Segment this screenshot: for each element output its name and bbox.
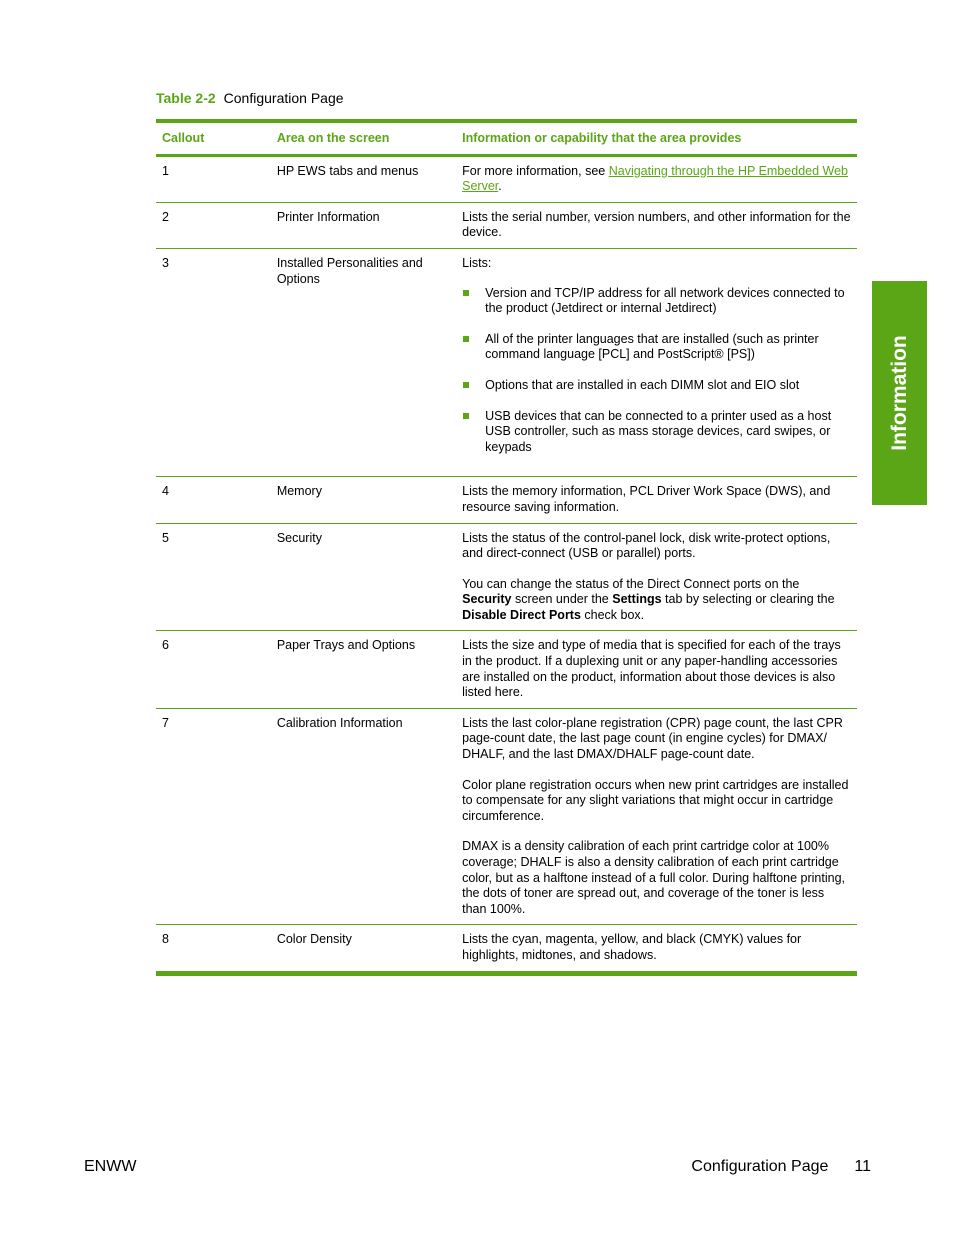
callout-cell: 2 bbox=[162, 209, 169, 224]
table-row bbox=[156, 631, 857, 708]
callout-cell: 3 bbox=[162, 255, 169, 270]
configuration-page-table bbox=[156, 119, 857, 976]
table-row bbox=[156, 708, 857, 925]
table-row bbox=[156, 248, 857, 476]
callout-cell: 7 bbox=[162, 715, 169, 730]
info-text: . bbox=[498, 179, 502, 194]
info-cell: Lists the cyan, magenta, yellow, and black (CMYK) values for highlights, midtones, and shadows. bbox=[462, 932, 802, 962]
disable-direct-ports-term: Disable Direct Ports bbox=[462, 607, 581, 622]
info-text: For more information, see bbox=[462, 163, 609, 178]
bullet-square-icon bbox=[463, 336, 469, 342]
table-row bbox=[156, 925, 857, 973]
info-text: Lists: bbox=[462, 255, 492, 270]
side-tab-label: Information bbox=[887, 335, 911, 451]
table-row bbox=[156, 477, 857, 523]
list-item bbox=[462, 409, 851, 456]
page-number: 11 bbox=[854, 1158, 871, 1175]
table-row bbox=[156, 202, 857, 248]
security-term: Security bbox=[462, 592, 512, 607]
info-text bbox=[462, 577, 851, 624]
area-cell: Color Density bbox=[276, 932, 352, 947]
list-item-text: USB devices that can be connected to a printer used as a host USB controller, such as mass storage devices, card swipes, or keypads bbox=[485, 408, 832, 454]
bullet-square-icon bbox=[463, 382, 469, 388]
info-cell: Lists the size and type of media that is specified for each of the trays in the product. If a duplexing unit or any paper-handling accessories are installed on the product, information about those devices is also listed here. bbox=[462, 638, 841, 700]
area-cell: Printer Information bbox=[276, 209, 380, 224]
chapter-side-tab bbox=[872, 281, 927, 505]
info-cell: Lists the memory information, PCL Driver Work Space (DWS), and resource saving information. bbox=[462, 484, 831, 514]
table-row bbox=[156, 155, 857, 202]
bullet-square-icon bbox=[463, 413, 469, 419]
header-area: Area on the screen bbox=[276, 131, 390, 145]
callout-cell: 1 bbox=[162, 163, 169, 178]
area-cell: Installed Personalities and Options bbox=[276, 255, 423, 286]
list-item-text: All of the printer languages that are installed (such as printer command language [PCL] and PostScript® [PS]) bbox=[485, 331, 819, 362]
header-information: Information or capability that the area provides bbox=[462, 131, 742, 145]
info-text: Color plane registration occurs when new print cartridges are installed to compensate for any slight variations that might occur in cartridge circumference. bbox=[462, 777, 849, 823]
table-title: Configuration Page bbox=[223, 90, 344, 106]
callout-cell: 4 bbox=[162, 484, 169, 499]
area-cell: HP EWS tabs and menus bbox=[276, 163, 419, 178]
list-item bbox=[462, 378, 851, 394]
header-callout: Callout bbox=[162, 131, 205, 145]
area-cell: Memory bbox=[276, 484, 322, 499]
bullet-square-icon bbox=[463, 290, 469, 296]
info-text: DMAX is a density calibration of each print cartridge color at 100% coverage; DHALF is also a density calibration of each print cartridge color, but as a halftone instead of a full color. During halftone printing, the dots of toner are spread out, and coverage of the toner is less than 100%. bbox=[462, 839, 846, 916]
table-caption bbox=[156, 90, 344, 106]
callout-cell: 5 bbox=[162, 530, 169, 545]
list-item-text: Options that are installed in each DIMM slot and EIO slot bbox=[485, 377, 800, 392]
list-item-text: Version and TCP/IP address for all network devices connected to the product (Jetdirect or internal Jetdirect) bbox=[485, 285, 845, 316]
ews-navigation-link[interactable]: Navigating through the HP Embedded Web Server bbox=[462, 163, 848, 194]
list-item bbox=[462, 286, 851, 317]
footer-section-title: Configuration Page bbox=[691, 1158, 829, 1175]
info-cell bbox=[456, 708, 857, 925]
footer-enww: ENWW bbox=[84, 1158, 137, 1175]
table-row bbox=[156, 523, 857, 631]
info-text: Lists the last color-plane registration (CPR) page count, the last CPR page-count date, the last page count (in engine cycles) for DMAX/ DHALF, and the last DMAX/DHALF page-count date. bbox=[462, 715, 843, 762]
settings-term: Settings bbox=[612, 592, 662, 607]
bullet-list bbox=[462, 286, 851, 456]
area-cell: Paper Trays and Options bbox=[276, 638, 416, 653]
table-header-row bbox=[156, 121, 857, 155]
info-text-segment: You can change the status of the Direct Connect ports on the bbox=[462, 576, 800, 591]
callout-cell: 6 bbox=[162, 638, 169, 653]
info-cell bbox=[456, 523, 857, 631]
info-cell bbox=[456, 248, 857, 476]
area-cell: Security bbox=[276, 530, 322, 545]
area-cell: Calibration Information bbox=[276, 715, 403, 730]
list-item bbox=[462, 332, 851, 363]
callout-cell: 8 bbox=[162, 932, 169, 947]
info-cell: Lists the serial number, version numbers, and other information for the device. bbox=[462, 209, 851, 240]
table-number: Table 2-2 bbox=[156, 90, 216, 106]
info-text-segment: screen under the bbox=[511, 592, 613, 607]
info-cell bbox=[456, 155, 857, 202]
info-text-segment: check box. bbox=[580, 607, 645, 622]
info-text-segment: tab by selecting or clearing the bbox=[661, 592, 835, 607]
info-text: Lists the status of the control-panel lock, disk write-protect options, and direct-connect (USB or parallel) ports. bbox=[462, 530, 831, 561]
footer-right bbox=[691, 1158, 871, 1176]
